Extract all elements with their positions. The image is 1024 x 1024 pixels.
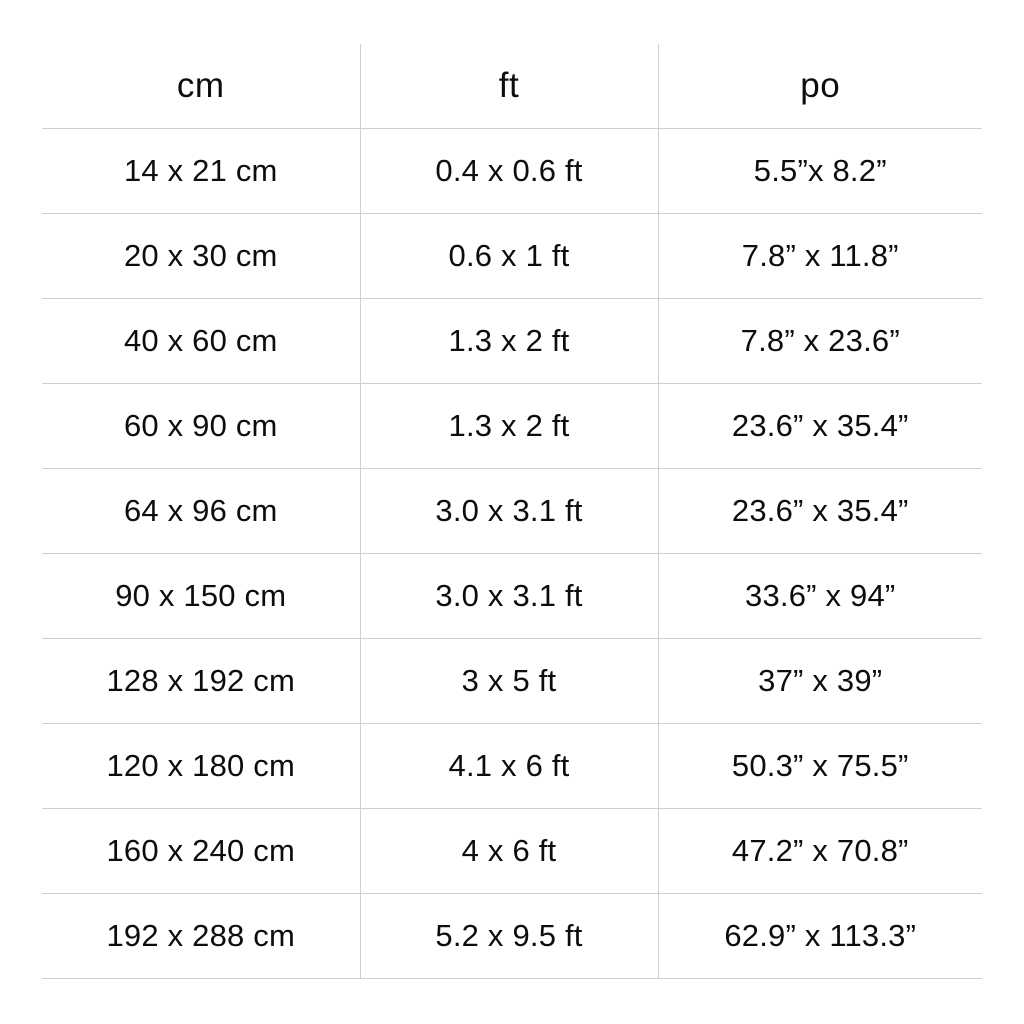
cell-po [658,894,982,979]
cell-cm [42,554,360,639]
cell-cm [42,469,360,554]
cell-ft-value: 1.3 x 2 ft [448,408,570,443]
cell-ft [360,469,658,554]
cell-cm-value: 40 x 60 cm [123,323,278,358]
cell-po-value: 50.3” x 75.5” [731,748,909,783]
cell-ft-value: 4 x 6 ft [461,833,557,868]
column-header-po-label: po [800,66,841,105]
cell-cm [42,299,360,384]
table-row [42,809,982,894]
cell-po [658,639,982,724]
table-row [42,384,982,469]
cell-ft-value: 0.6 x 1 ft [448,238,570,273]
cell-po [658,299,982,384]
cell-po [658,129,982,214]
column-header-ft [360,44,658,129]
cell-po [658,214,982,299]
column-header-cm-label: cm [176,66,225,105]
cell-po [658,384,982,469]
cell-cm [42,809,360,894]
cell-ft [360,299,658,384]
cell-ft [360,724,658,809]
cell-ft [360,554,658,639]
cell-cm-value: 160 x 240 cm [106,833,295,868]
table-row [42,469,982,554]
cell-cm-value: 14 x 21 cm [123,153,278,188]
cell-po-value: 7.8” x 11.8” [741,238,899,273]
table-body [42,129,982,979]
cell-ft [360,384,658,469]
table-row [42,299,982,384]
cell-cm-value: 128 x 192 cm [106,663,295,698]
cell-po-value: 33.6” x 94” [745,578,896,613]
table-row [42,894,982,979]
table-row [42,724,982,809]
cell-po [658,809,982,894]
size-conversion-table-wrapper [42,44,982,979]
cell-ft-value: 0.4 x 0.6 ft [435,153,583,188]
cell-cm [42,384,360,469]
cell-ft-value: 3.0 x 3.1 ft [435,578,583,613]
cell-cm-value: 120 x 180 cm [106,748,295,783]
cell-ft [360,894,658,979]
cell-cm-value: 60 x 90 cm [123,408,278,443]
size-conversion-table [42,44,982,979]
cell-cm [42,639,360,724]
table-row [42,129,982,214]
cell-cm-value: 20 x 30 cm [123,238,278,273]
table-row [42,554,982,639]
cell-cm [42,214,360,299]
cell-cm [42,894,360,979]
table-header [42,44,982,129]
cell-ft-value: 5.2 x 9.5 ft [435,918,583,953]
cell-ft [360,129,658,214]
column-header-po [658,44,982,129]
cell-cm [42,129,360,214]
cell-ft-value: 3 x 5 ft [461,663,557,698]
table-row [42,639,982,724]
cell-po [658,469,982,554]
table-row [42,214,982,299]
cell-cm-value: 90 x 150 cm [115,578,287,613]
cell-ft [360,639,658,724]
cell-po-value: 23.6” x 35.4” [731,408,909,443]
cell-ft-value: 1.3 x 2 ft [448,323,570,358]
cell-ft-value: 3.0 x 3.1 ft [435,493,583,528]
column-header-ft-label: ft [498,66,520,105]
cell-ft [360,809,658,894]
cell-po-value: 7.8” x 23.6” [740,323,900,358]
cell-po-value: 37” x 39” [758,663,883,698]
column-header-cm [42,44,360,129]
cell-po-value: 62.9” x 113.3” [724,918,917,953]
table-header-row [42,44,982,129]
cell-po [658,554,982,639]
cell-po-value: 23.6” x 35.4” [731,493,909,528]
cell-ft [360,214,658,299]
cell-cm [42,724,360,809]
cell-ft-value: 4.1 x 6 ft [448,748,570,783]
cell-cm-value: 64 x 96 cm [123,493,278,528]
cell-cm-value: 192 x 288 cm [106,918,295,953]
cell-po-value: 5.5”x 8.2” [753,153,887,188]
cell-po-value: 47.2” x 70.8” [731,833,909,868]
cell-po [658,724,982,809]
